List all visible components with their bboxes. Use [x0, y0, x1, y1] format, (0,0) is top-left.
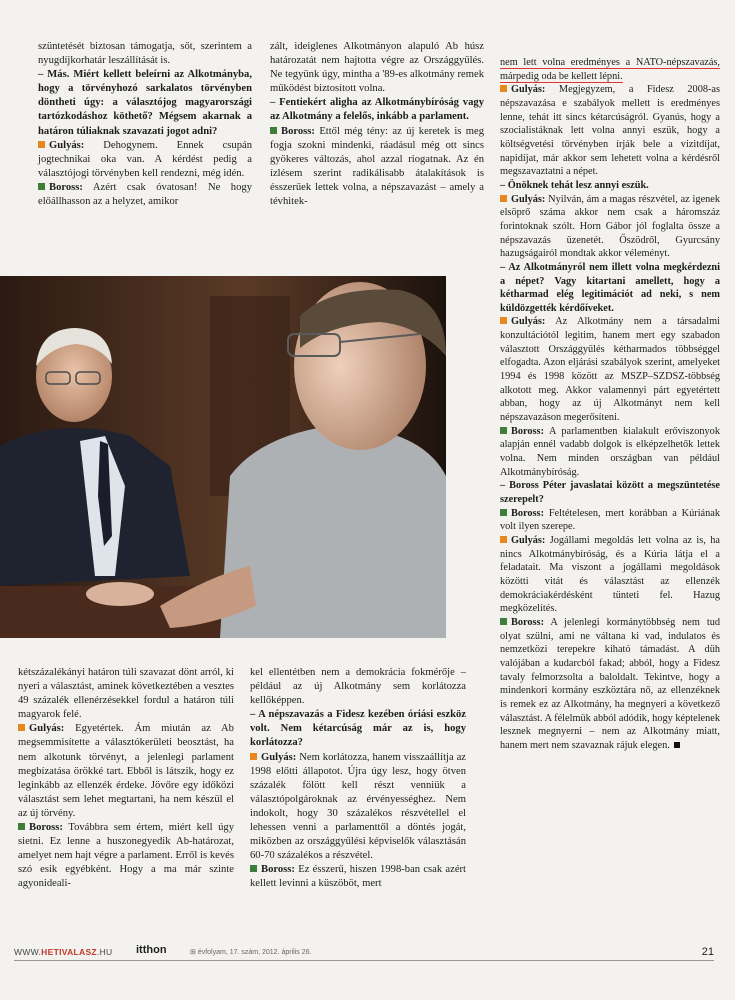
speaker-label: Gulyás:: [511, 316, 546, 328]
url-brand: HETIVALASZ: [41, 947, 97, 957]
paragraph: [500, 56, 720, 83]
speaker-label: Gulyás:: [29, 723, 65, 735]
answer-gulyas: [250, 751, 466, 864]
orange-square-icon: [500, 536, 507, 543]
speaker-label: Gulyás:: [511, 534, 546, 546]
page-number: 21: [701, 946, 714, 958]
question-text: – Más. Miért kellett beleírni az Alkotmányba, hogy a törvényhozó sarkalatos törvényben döntheti úgy: a választójog magyarországi tartózkodáshoz köthető? Mégsem akarnak a határon túliaknak szavazati jogot adni?: [38, 69, 252, 137]
paragraph: kétszázalékányi határon túli szavazat dönt arról, ki nyeri a választást, aminek következtében a vesztes 49 százalék ellenérzésekkel fordul a határon túli magyarok felé.: [18, 667, 234, 721]
page-footer: [14, 944, 714, 964]
answer-gulyas: [500, 534, 720, 616]
orange-square-icon: [500, 195, 507, 202]
answer-text: Nem korlátozza, hanem visszaállítja az 1998 előtti állapotot. Újra úgy lesz, hogy ötven százalék fölött kell részt venniük a választópolgároknak az érvényességhez. Nem indokolt, hogy 30 százalékos részvétellel el lehessen venni a parlamenttől a döntés jogát, miközben az országgyűlési képviselők választásán 60-70 százalékos a részvétel.: [250, 751, 466, 862]
column-1-bottom: [18, 666, 234, 892]
speaker-label: Gulyás:: [261, 751, 297, 763]
speaker-label: Boross:: [511, 616, 544, 628]
answer-text: Ettől még tény: az új keretek is meg fogja szokni mindenki, ráadásul még ott sincs gyökeres változás, ahol azzal riogatnak. Az én ízlésem szerint radikálisabb átalakítások is ésszerűek lettek volna, a népszavazást – amely a tévhitek-: [270, 125, 484, 208]
speaker-label: Boross:: [49, 181, 83, 193]
column-3: [500, 56, 720, 752]
orange-square-icon: [500, 85, 507, 92]
photo-illustration: [0, 276, 446, 638]
answer-text: Az Alkotmány nem a társadalmi konzultációtól legitim, hanem mert egy szabadon választott Országgyűlés kétharmados többséggel elfogadta. Azon eljárási szabályok szerint, amelyeket 1994 és 1998 között az MSZP–SZDSZ-többség alkotott meg. Akkor valamennyi párt egyetértett abban, hogy az új Alkotmányt nem kell népszavazáson megerősíteni.: [500, 316, 720, 424]
answer-text: Megjegyzem, a Fidesz 2008-as népszavazása e szabályok mellett is eredményes lenne, tehát itt sincs kétarcúságról. Gyanús, hogy a szocialistáknak lett volna annyi eszük, hogy a költségvetési törvényben írják bele a vizitdíjat, napidíjat, már akkor sem lehetett volna a kérdésről megszavaztatni a népet.: [500, 84, 721, 178]
answer-text: Egyetértek. Ám miután az Ab megsemmisítette a választókerületi beosztást, ha nem alkotunk törvényt, a jelenlegi parlament megbízatása örökké tart. Ebből is látszik, hogy ez leginkább az ellenzék érdeke. Jövőre egy időközi választást sem lehet megtartani, ha nem készül el az új törvény.: [18, 723, 234, 819]
paragraph: szüntetését biztosan támogatja, sőt, szerintem a nyugdíjkorhatár leszállítását is.: [38, 41, 252, 67]
question: – Boross Péter javaslatai között a megszüntetése szerepelt?: [500, 480, 720, 505]
question: – Az Alkotmányról nem illett volna megkérdezni a népet? Vagy kitartani amellett, hogy a kétharmad elég legitimációt ad neki, s nem küldözgették kérdőíveket.: [500, 261, 720, 314]
answer-boross: [38, 181, 252, 209]
answer-boross: [500, 616, 720, 753]
underlined-text: nem lett volna eredményes a NATO-népszavazás, márpedig oda be kellett lépni.: [500, 57, 720, 82]
paragraph: kel ellentétben nem a demokrácia fokmérője – például az új Alkotmány sem korlátozza kellőképpen.: [250, 667, 466, 707]
speaker-label: Boross:: [511, 425, 544, 437]
answer-text: A jelenlegi kormánytöbbség nem tud olyat szülni, ami ne váltana ki vad, indulatos és nemzetközi terepekre kiható támadást. A düh valójában a kudarcból fakad; abból, hogy a Fidesz tavaly felmorzsolta a baloldalt. Tekintve, hogy a mindenkori kormány eszköztára nő, az ellenzéknek is remek ez az Alkotmány, ha megnyeri a következő választást. A félelmük abból adódik, hogy képtelenek lesznek megnyerni – nem az Alkotmány miatt, hanem mert nem szavaznak rájuk elegen.: [500, 616, 720, 751]
green-square-icon: [500, 427, 507, 434]
speaker-label: Boross:: [29, 822, 63, 834]
footer-divider: [14, 960, 714, 961]
answer-text: Nyilván, ám a magas részvétel, az igenek elsöprő száma akkor nem csak a háromszáz forintoknak szólt. Horn Gábor jól foglalta össze a népszavazás üzenetét. Őszödről, Gyurcsány hazugságairól mondtak akkor véleményt.: [500, 193, 721, 260]
answer-gulyas: [500, 83, 720, 179]
speaker-label: Boross:: [281, 125, 315, 137]
speaker-label: Gulyás:: [49, 139, 85, 151]
green-square-icon: [500, 618, 507, 625]
section-name: itthon: [136, 944, 167, 956]
answer-boross: [500, 507, 720, 534]
answer-text: A parlamentben kialakult erőviszonyok alapján ennél vadabb dolgok is elképzelhetők lettek volna. Nem minden országban van például Alkotmánybíróság.: [500, 425, 720, 478]
orange-square-icon: [250, 753, 257, 760]
orange-square-icon: [18, 724, 25, 731]
url-prefix: WWW.: [14, 947, 42, 957]
website-url: [14, 947, 112, 957]
answer-text: Dehogynem. Ennek csupán jogtechnikai oka van. A kérdést pedig a választójogi törvényben kell rendezni, még idén.: [38, 139, 252, 179]
answer-gulyas: [38, 139, 252, 181]
speaker-label: Boross:: [511, 507, 544, 519]
question: – Önöknek tehát lesz annyi eszük.: [500, 179, 649, 191]
answer-text: Ez ésszerű, hiszen 1998-ban csak azért kellett levinni a küszöböt, mert: [250, 864, 466, 890]
issue-date: ⊞ évfolyam, 17. szám, 2012. április 26.: [190, 949, 312, 956]
answer-gulyas: [500, 315, 720, 424]
answer-gulyas: [18, 722, 234, 821]
answer-text: Továbbra sem értem, miért kell úgy sietni. Ez lenne a huszonegyedik Ab-határozat, amelyet nem hajt végre a parlament. Erről is kevés szó esik egyébként. Hogy a ma már szinte agyonideali-: [18, 822, 234, 890]
answer-boross: [270, 125, 484, 210]
speaker-label: Boross:: [261, 864, 295, 876]
question: – A népszavazás a Fidesz kezében óriási eszköz volt. Nem kétarcúság már az is, hogy korlátozza?: [250, 709, 466, 749]
orange-square-icon: [38, 141, 45, 148]
paragraph: zált, ideiglenes Alkotmányon alapuló Ab húsz határozatát nem hajtotta végre az Országgyűlés. Ne tegyünk úgy, mintha a '89-es alkotmány remek működést biztosított volna.: [270, 41, 484, 95]
green-square-icon: [18, 823, 25, 830]
end-of-article-icon: [674, 742, 680, 748]
url-suffix: .HU: [96, 947, 113, 957]
answer-text: Feltételesen, mert korábban a Kúriának volt ilyen szerepe.: [500, 507, 720, 533]
speaker-label: Gulyás:: [511, 84, 546, 96]
answer-gulyas: [500, 193, 720, 261]
answer-text: Azért csak óvatosan! Ne hogy előállhasson az a helyzet, amikor: [38, 181, 252, 208]
answer-text: Jogállami megoldás lett volna az is, ha nincs Alkotmánybíróság, és a Kúria látja el a feladatait. Ma viszont a jogállami megoldások közötti vitát és választást az ellenzék demokráciakérdésként tünteti fel. Hazug megközelítés.: [500, 534, 720, 615]
column-2-top: [270, 40, 484, 209]
column-1-top: [38, 40, 252, 209]
question: [38, 68, 252, 138]
question: – Fentiekért aligha az Alkotmánybíróság vagy az Alkotmány a felelős, inkább a parlament.: [270, 97, 484, 123]
column-2-bottom: [250, 666, 466, 892]
green-square-icon: [250, 865, 257, 872]
answer-boross: [250, 863, 466, 891]
orange-square-icon: [500, 317, 507, 324]
interview-photo: [0, 276, 446, 638]
answer-boross: [18, 821, 234, 891]
answer-boross: [500, 425, 720, 480]
green-square-icon: [270, 127, 277, 134]
green-square-icon: [500, 509, 507, 516]
speaker-label: Gulyás:: [511, 193, 546, 205]
green-square-icon: [38, 183, 45, 190]
